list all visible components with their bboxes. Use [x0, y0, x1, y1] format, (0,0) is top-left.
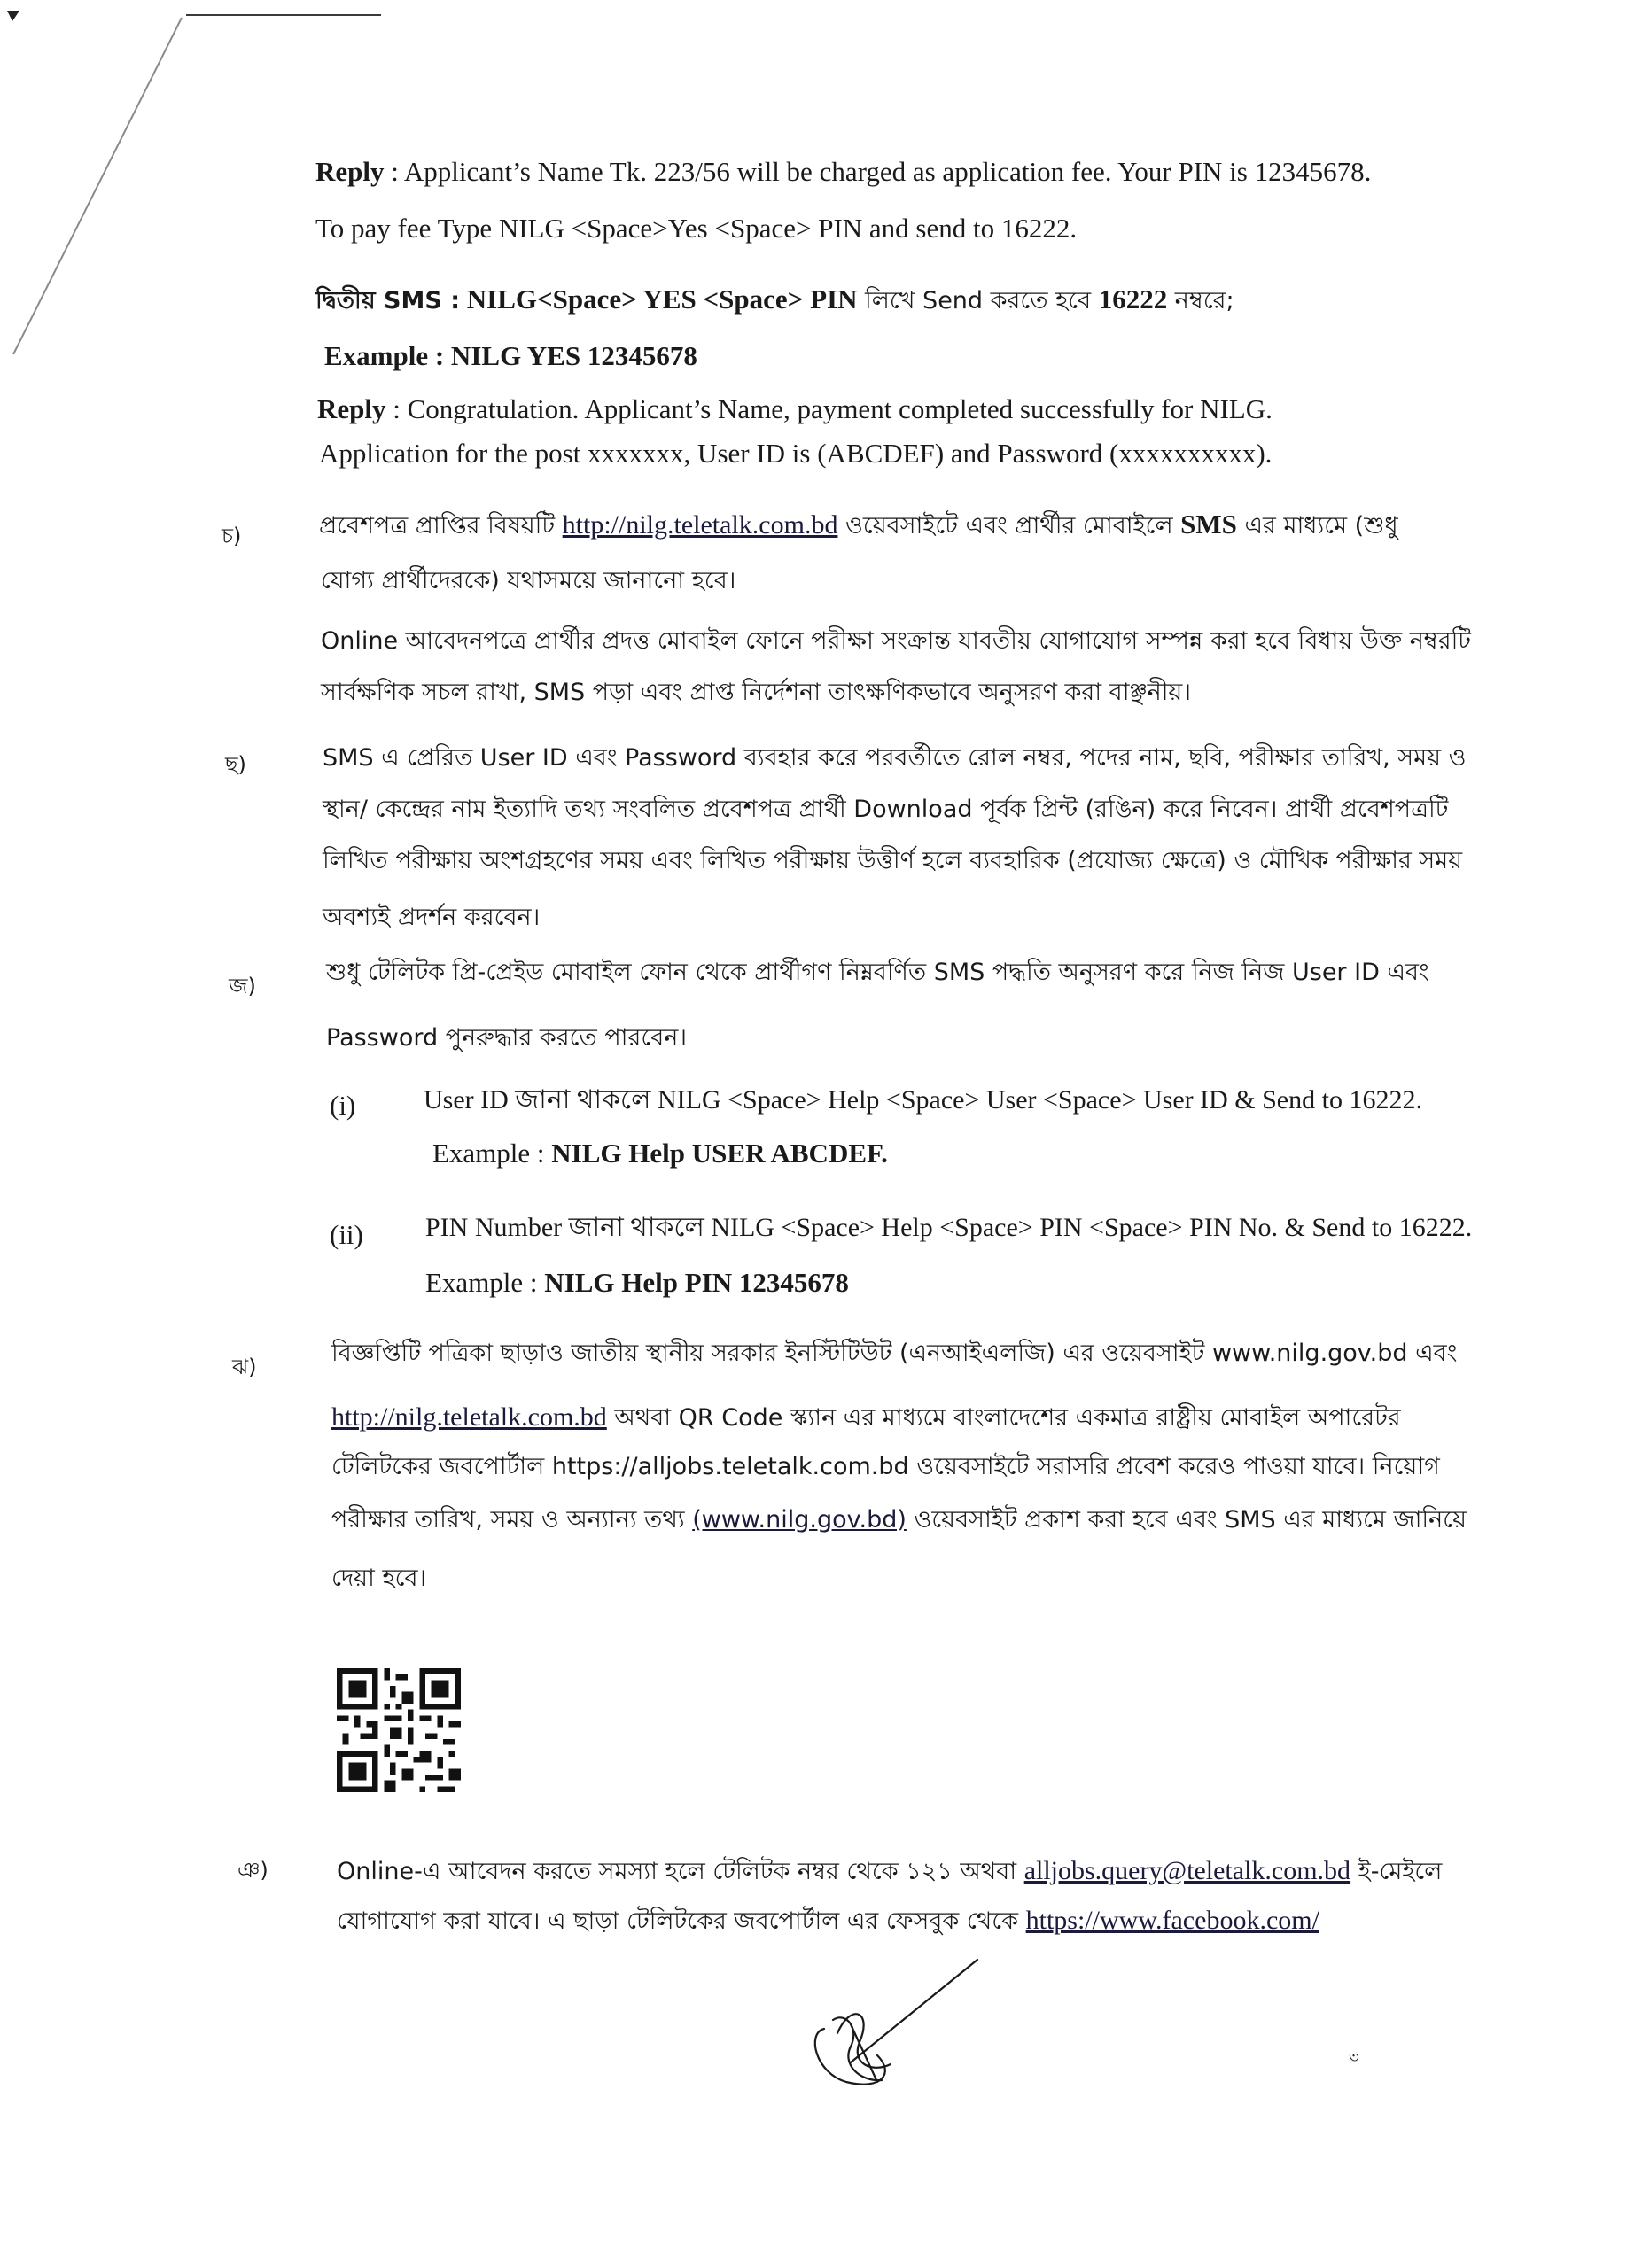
item-jha-line-5: দেয়া হবে। — [331, 1565, 427, 1592]
sub-i-text: User ID জানা থাকলে NILG <Space> Help <Space> User <Space> User ID & Send to 16222. — [424, 1085, 1422, 1115]
item-jha-line-3: টেলিটকের জবপোর্টাল https://alljobs.teletalk.com.bd ওয়েবসাইটে সরাসরি প্রবেশ করেও পাওয়া যাবে। নিয়োগ — [331, 1453, 1440, 1480]
item-cha-line-2: যোগ্য প্রার্থীদেরকে) যথাসময়ে জানানো হবে। — [321, 567, 736, 594]
nilg-teletalk-link[interactable]: http://nilg.teletalk.com.bd — [562, 510, 838, 540]
item-chha-line-3: লিখিত পরীক্ষায় অংশগ্রহণের সময় এবং লিখিত পরীক্ষায় উত্তীর্ণ হলে ব্যবহারিক (প্রযোজ্য ক্ষেত্রে) ও মৌখিক পরীক্ষার সময় — [323, 847, 1463, 874]
signature — [798, 1949, 1001, 2091]
reply-text: Applicant’s Name Tk. 223/56 will be charged as application fee. Your PIN is 12345678. — [403, 156, 1372, 187]
nilg-gov-link[interactable]: (www.nilg.gov.bd) — [692, 1506, 907, 1534]
alljobs-email-link[interactable]: alljobs.query@teletalk.com.bd — [1023, 1856, 1351, 1885]
item-cha-line-3: Online আবেদনপত্রে প্রার্থীর প্রদত্ত মোবাইল ফোনে পরীক্ষা সংক্রান্ত যাবতীয় যোগাযোগ সম্পন্ন করা হবে বিধায় উক্ত নম্বরটি — [321, 627, 1472, 655]
item-marker-jha: ঝ) — [232, 1355, 257, 1379]
scan-edge-left — [0, 0, 195, 372]
sub-i-example: Example : NILG Help USER ABCDEF. — [432, 1138, 888, 1169]
item-ja-line-1: শুধু টেলিটক প্রি-প্রেইড মোবাইল ফোন থেকে প্রার্থীগণ নিম্নবর্ণিত SMS পদ্ধতি অনুসরণ করে নিজ নিজ User ID এবং — [326, 959, 1429, 986]
item-chha-line-1: SMS এ প্রেরিত User ID এবং Password ব্যবহার করে পরবর্তীতে রোল নম্বর, পদের নাম, ছবি, পরীক্ষার তারিখ, সময় ও — [323, 744, 1467, 772]
second-sms-line: দ্বিতীয় SMS : NILG<Space> YES <Space> PIN লিখে Send করতে হবে 16222 নম্বরে; — [315, 284, 1234, 315]
item-jha-line-1: বিজ্ঞপ্তিটি পত্রিকা ছাড়াও জাতীয় স্থানীয় সরকার ইনস্টিটিউট (এনআইএলজি) এর ওয়েবসাইট www.nilg.gov.bd এবং — [331, 1340, 1458, 1367]
scan-edge-top — [186, 14, 381, 16]
example-yes: Example : NILG YES 12345678 — [324, 340, 697, 371]
facebook-link[interactable]: https://www.facebook.com/ — [1025, 1906, 1319, 1935]
reply-line-1: Reply : Applicant’s Name Tk. 223/56 will be charged as application fee. Your PIN is 12345678. — [315, 156, 1372, 187]
item-nya-line-2: যোগাযোগ করা যাবে। এ ছাড়া টেলিটকের জবপোর্টাল এর ফেসবুক থেকে https://www.facebook.com/ — [337, 1906, 1319, 1935]
item-nya-line-1: Online-এ আবেদন করতে সমস্যা হলে টেলিটক নম্বর থেকে ১২১ অথবা alljobs.query@teletalk.com.bd ই-মেইলে — [337, 1856, 1443, 1885]
item-marker-cha: চ) — [222, 524, 242, 548]
reply-line-2: Reply : Congratulation. Applicant’s Name, payment completed successfully for NILG. — [317, 393, 1273, 424]
pay-instruction: To pay fee Type NILG <Space>Yes <Space> PIN and send to 16222. — [315, 213, 1078, 244]
item-chha-line-2: স্থান/ কেন্দ্রের নাম ইত্যাদি তথ্য সংবলিত প্রবেশপত্র প্রার্থী Download পূর্বক প্রিন্ট (রঙিন) করে নিবেন। প্রার্থী প্রবেশপত্রটি — [323, 796, 1449, 823]
item-marker-chha: ছ) — [225, 752, 246, 777]
qr-code — [337, 1668, 461, 1792]
item-chha-line-4: অবশ্যই প্রদর্শন করবেন। — [323, 904, 541, 931]
item-marker-ja: জ) — [229, 974, 256, 998]
item-marker-nya: ঞ) — [237, 1858, 269, 1883]
item-jha-line-2: http://nilg.teletalk.com.bd অথবা QR Code স্ক্যান এর মাধ্যমে বাংলাদেশের একমাত্র রাষ্ট্রীয় মোবাইল অপারেটর — [331, 1402, 1401, 1432]
sub-ii-text: PIN Number জানা থাকলে NILG <Space> Help <Space> PIN <Space> PIN No. & Send to 16222. — [425, 1213, 1473, 1242]
item-cha-line-4: সার্বক্ষণিক সচল রাখা, SMS পড়া এবং প্রাপ্ত নির্দেশনা তাৎক্ষণিকভাবে অনুসরণ করা বাঞ্ছনীয়। — [321, 679, 1191, 706]
reply-line-2b: Application for the post xxxxxxx, User ID is (ABCDEF) and Password (xxxxxxxxxx). — [319, 438, 1273, 469]
reply-label: Reply — [315, 156, 385, 187]
sub-ii-example: Example : NILG Help PIN 12345678 — [425, 1267, 849, 1298]
sub-marker-ii: (ii) — [330, 1219, 363, 1250]
item-ja-line-2: Password পুনরুদ্ধার করতে পারবেন। — [326, 1024, 688, 1052]
item-jha-line-4: পরীক্ষার তারিখ, সময় ও অন্যান্য তথ্য (www.nilg.gov.bd) ওয়েবসাইট প্রকাশ করা হবে এবং SMS এর মাধ্যমে জানিয়ে — [331, 1506, 1467, 1534]
item-cha-line-1: প্রবেশপত্র প্রাপ্তির বিষয়টি http://nilg.teletalk.com.bd ওয়েবসাইটে এবং প্রার্থীর মোবাইলে SMS এর মাধ্যমে (শুধু — [319, 509, 1398, 540]
sub-marker-i: (i) — [330, 1090, 356, 1121]
nilg-teletalk-link-2[interactable]: http://nilg.teletalk.com.bd — [331, 1402, 607, 1432]
page-number: ৩ — [1349, 2048, 1359, 2067]
